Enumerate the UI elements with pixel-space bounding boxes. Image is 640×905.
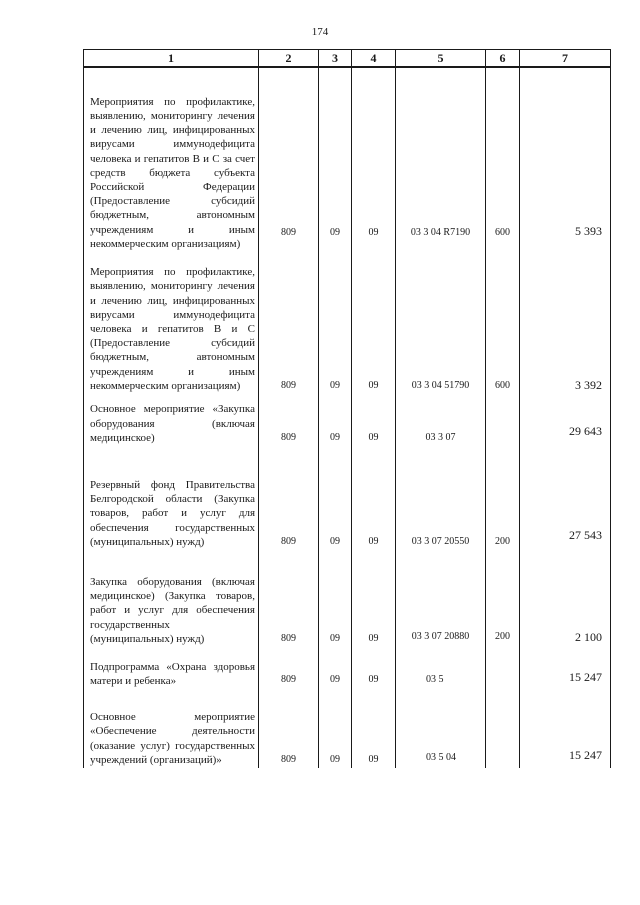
row-expense-type: 600 xyxy=(486,252,520,396)
column-header-1: 1 xyxy=(84,50,259,68)
row-subsection: 09 xyxy=(352,396,396,450)
row-amount-value: 27 543 xyxy=(569,527,602,542)
row-target-article: 03 5 xyxy=(396,652,486,690)
row-expense-type xyxy=(486,690,520,768)
row-admin-code: 809 xyxy=(259,396,319,450)
row-amount xyxy=(520,652,611,690)
row-section: 09 xyxy=(319,252,352,396)
row-target-article: 03 3 04 R7190 xyxy=(396,67,486,252)
row-amount-value: 15 247 xyxy=(569,669,602,684)
row-description: Мероприятия по профилактике, выявлению, мониторингу лечения и лечению лиц, инфицированных вирусами иммунодефицита человека и гепатитов В и С (Предоставление субсидий бюджетным, автономным учреждениям и иным некоммерческим организациям) xyxy=(84,252,259,396)
row-subsection: 09 xyxy=(352,450,396,552)
table-row xyxy=(84,450,611,552)
table-row xyxy=(84,652,611,690)
row-subsection: 09 xyxy=(352,690,396,768)
table-row xyxy=(84,67,611,252)
row-amount xyxy=(520,252,611,396)
row-description: Мероприятия по профилактике, выявлению, мониторингу лечения и лечению лиц, инфицированных вирусами иммунодефицита человека и гепатитов В и С за счет средств бюджета субъекта Российской Федерации (Предоставление субсидий бюджетным, автономным учреждениям и иным некоммерческим организациям) xyxy=(84,67,259,252)
table-row xyxy=(84,252,611,396)
row-target-article: 03 5 04 xyxy=(396,690,486,768)
column-header-4: 4 xyxy=(352,50,396,68)
row-amount xyxy=(520,450,611,552)
row-amount xyxy=(520,690,611,768)
row-target-article: 03 3 07 20880 xyxy=(396,552,486,652)
row-section: 09 xyxy=(319,450,352,552)
row-description: Резервный фонд Правительства Белгородской области (Закупка товаров, работ и услуг для обеспечения государственных (муниципальных) нужд) xyxy=(84,450,259,552)
column-header-5: 5 xyxy=(396,50,486,68)
column-header-2: 2 xyxy=(259,50,319,68)
row-description: Подпрограмма «Охрана здоровья матери и ребенка» xyxy=(84,652,259,690)
row-expense-type xyxy=(486,652,520,690)
row-expense-type: 200 xyxy=(486,552,520,652)
row-section: 09 xyxy=(319,552,352,652)
row-expense-type: 200 xyxy=(486,450,520,552)
row-admin-code: 809 xyxy=(259,67,319,252)
row-target-article: 03 3 04 51790 xyxy=(396,252,486,396)
row-description: Основное мероприятие «Обеспечение деятельности (оказание услуг) государственных учреждений (организаций)» xyxy=(84,690,259,768)
row-amount xyxy=(520,67,611,252)
row-subsection: 09 xyxy=(352,652,396,690)
table-row xyxy=(84,552,611,652)
row-description: Закупка оборудования (включая медицинское) (Закупка товаров, работ и услуг для обеспечения государственных (муниципальных) нужд) xyxy=(84,552,259,652)
row-amount-value: 5 393 xyxy=(575,223,602,238)
row-amount-value: 2 100 xyxy=(575,629,602,644)
row-admin-code: 809 xyxy=(259,252,319,396)
row-section: 09 xyxy=(319,67,352,252)
row-admin-code: 809 xyxy=(259,450,319,552)
row-section: 09 xyxy=(319,690,352,768)
column-header-3: 3 xyxy=(319,50,352,68)
row-amount-value: 29 643 xyxy=(569,423,602,438)
row-admin-code: 809 xyxy=(259,652,319,690)
row-description: Основное мероприятие «Закупка оборудования (включая медицинское) xyxy=(84,396,259,450)
row-amount xyxy=(520,396,611,450)
row-amount-value: 15 247 xyxy=(569,747,602,762)
row-section: 09 xyxy=(319,652,352,690)
row-admin-code: 809 xyxy=(259,690,319,768)
row-section: 09 xyxy=(319,396,352,450)
row-expense-type: 600 xyxy=(486,67,520,252)
row-amount xyxy=(520,552,611,652)
row-target-article: 03 3 07 xyxy=(396,396,486,450)
budget-table xyxy=(83,49,611,768)
row-subsection: 09 xyxy=(352,67,396,252)
header-row xyxy=(84,50,611,68)
row-target-article: 03 3 07 20550 xyxy=(396,450,486,552)
table-row xyxy=(84,690,611,768)
row-admin-code: 809 xyxy=(259,552,319,652)
row-amount-value: 3 392 xyxy=(575,377,602,392)
column-header-6: 6 xyxy=(486,50,520,68)
table-row xyxy=(84,396,611,450)
column-header-7: 7 xyxy=(520,50,611,68)
row-expense-type xyxy=(486,396,520,450)
row-subsection: 09 xyxy=(352,552,396,652)
page-number: 174 xyxy=(311,26,329,38)
row-subsection: 09 xyxy=(352,252,396,396)
